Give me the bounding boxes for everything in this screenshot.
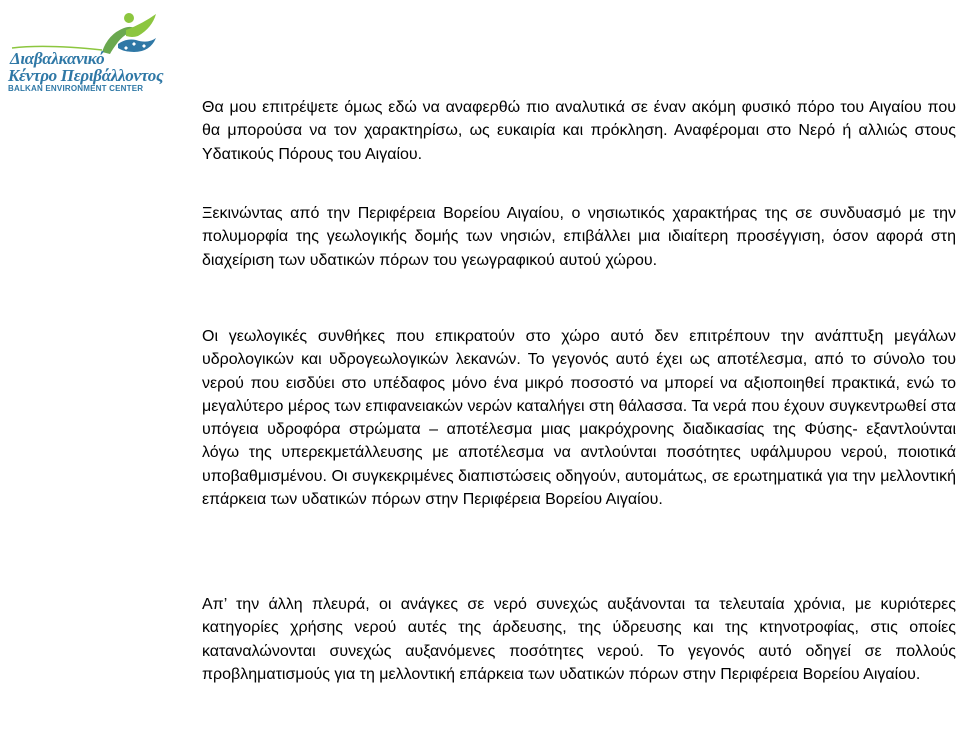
paragraph: Θα μου επιτρέψετε όμως εδώ να αναφερθώ πιο αναλυτικά σε έναν ακόμη φυσικό πόρο του Αιγαίου που θα μπορούσα να τον χαρακτηρίσω, ως ευκαιρία και πρόκληση. Αναφέρομαι στο Νερό ή αλλιώς στους Υδατικούς Πόρους του Αιγαίου. xyxy=(202,99,956,163)
logo-text-line2: Κέντρο Περιβάλλοντος xyxy=(8,66,164,85)
logo xyxy=(6,8,176,93)
paragraph: Οι γεωλογικές συνθήκες που επικρατούν στο χώρο αυτό δεν επιτρέπουν την ανάπτυξη μεγάλων υδρολογικών και υδρογεωλογικών λεκανών. Το γεγονός αυτό έχει ως αποτέλεσμα, από το σύνολο του νερού που εισδύει στο υπέδαφος μόνο ένα μικρό ποσοστό να μπορεί να αξιοποιηθεί πρακτικά, ενώ το μεγαλύτερο μέρος των επιφανειακών νερών καταλήγει στη θάλασσα. Τα νερά που έχουν συγκεντρωθεί στα υπόγεια υδροφόρα στρώματα – αποτέλεσμα μιας μακρόχρονης διαδικασίας της Φύσης- εξαντλούνται λόγω της υπερεκμετάλλευσης με αποτέλεσμα να αντλούνται ποσότητες υφάλμυρου νερού, ποιοτικά υποβαθμισμένου. Οι συγκεκριμένες διαπιστώσεις οδηγούν, αυτομάτως, σε ερωτηματικά για την μελλοντική επάρκεια των υδατικών πόρων στην Περιφέρεια Βορείου Αιγαίου. xyxy=(202,328,956,509)
logo-text-line3: BALKAN ENVIRONMENT CENTER xyxy=(8,84,144,93)
paragraph: Ξεκινώντας από την Περιφέρεια Βορείου Αιγαίου, ο νησιωτικός χαρακτήρας της σε συνδυασμό με την πολυμορφία της γεωλογικής δομής των νησιών, επιβάλλει μια ιδιαίτερη προσέγγιση, όσον αφορά στη διαχείριση των υδατικών πόρων του γεωγραφικού αυτού χώρου. xyxy=(202,205,956,269)
logo-text-line1: Διαβαλκανικό xyxy=(10,49,105,68)
paragraph: Απ’ την άλλη πλευρά, οι ανάγκες σε νερό συνεχώς αυξάνονται τα τελευταία χρόνια, με κυριότερες κατηγορίες χρήσης νερού αυτές της άρδευσης, της ύδρευσης και της κτηνοτροφίας, στις οποίες καταναλώνονται συνεχώς αυξανόμενες ποσότητες νερού. Το γεγονός αυτό οδηγεί σε πολλούς προβληματισμούς για τη μελλοντική επάρκεια των υδατικών πόρων στην Περιφέρεια Βορείου Αιγαίου. xyxy=(202,596,956,683)
